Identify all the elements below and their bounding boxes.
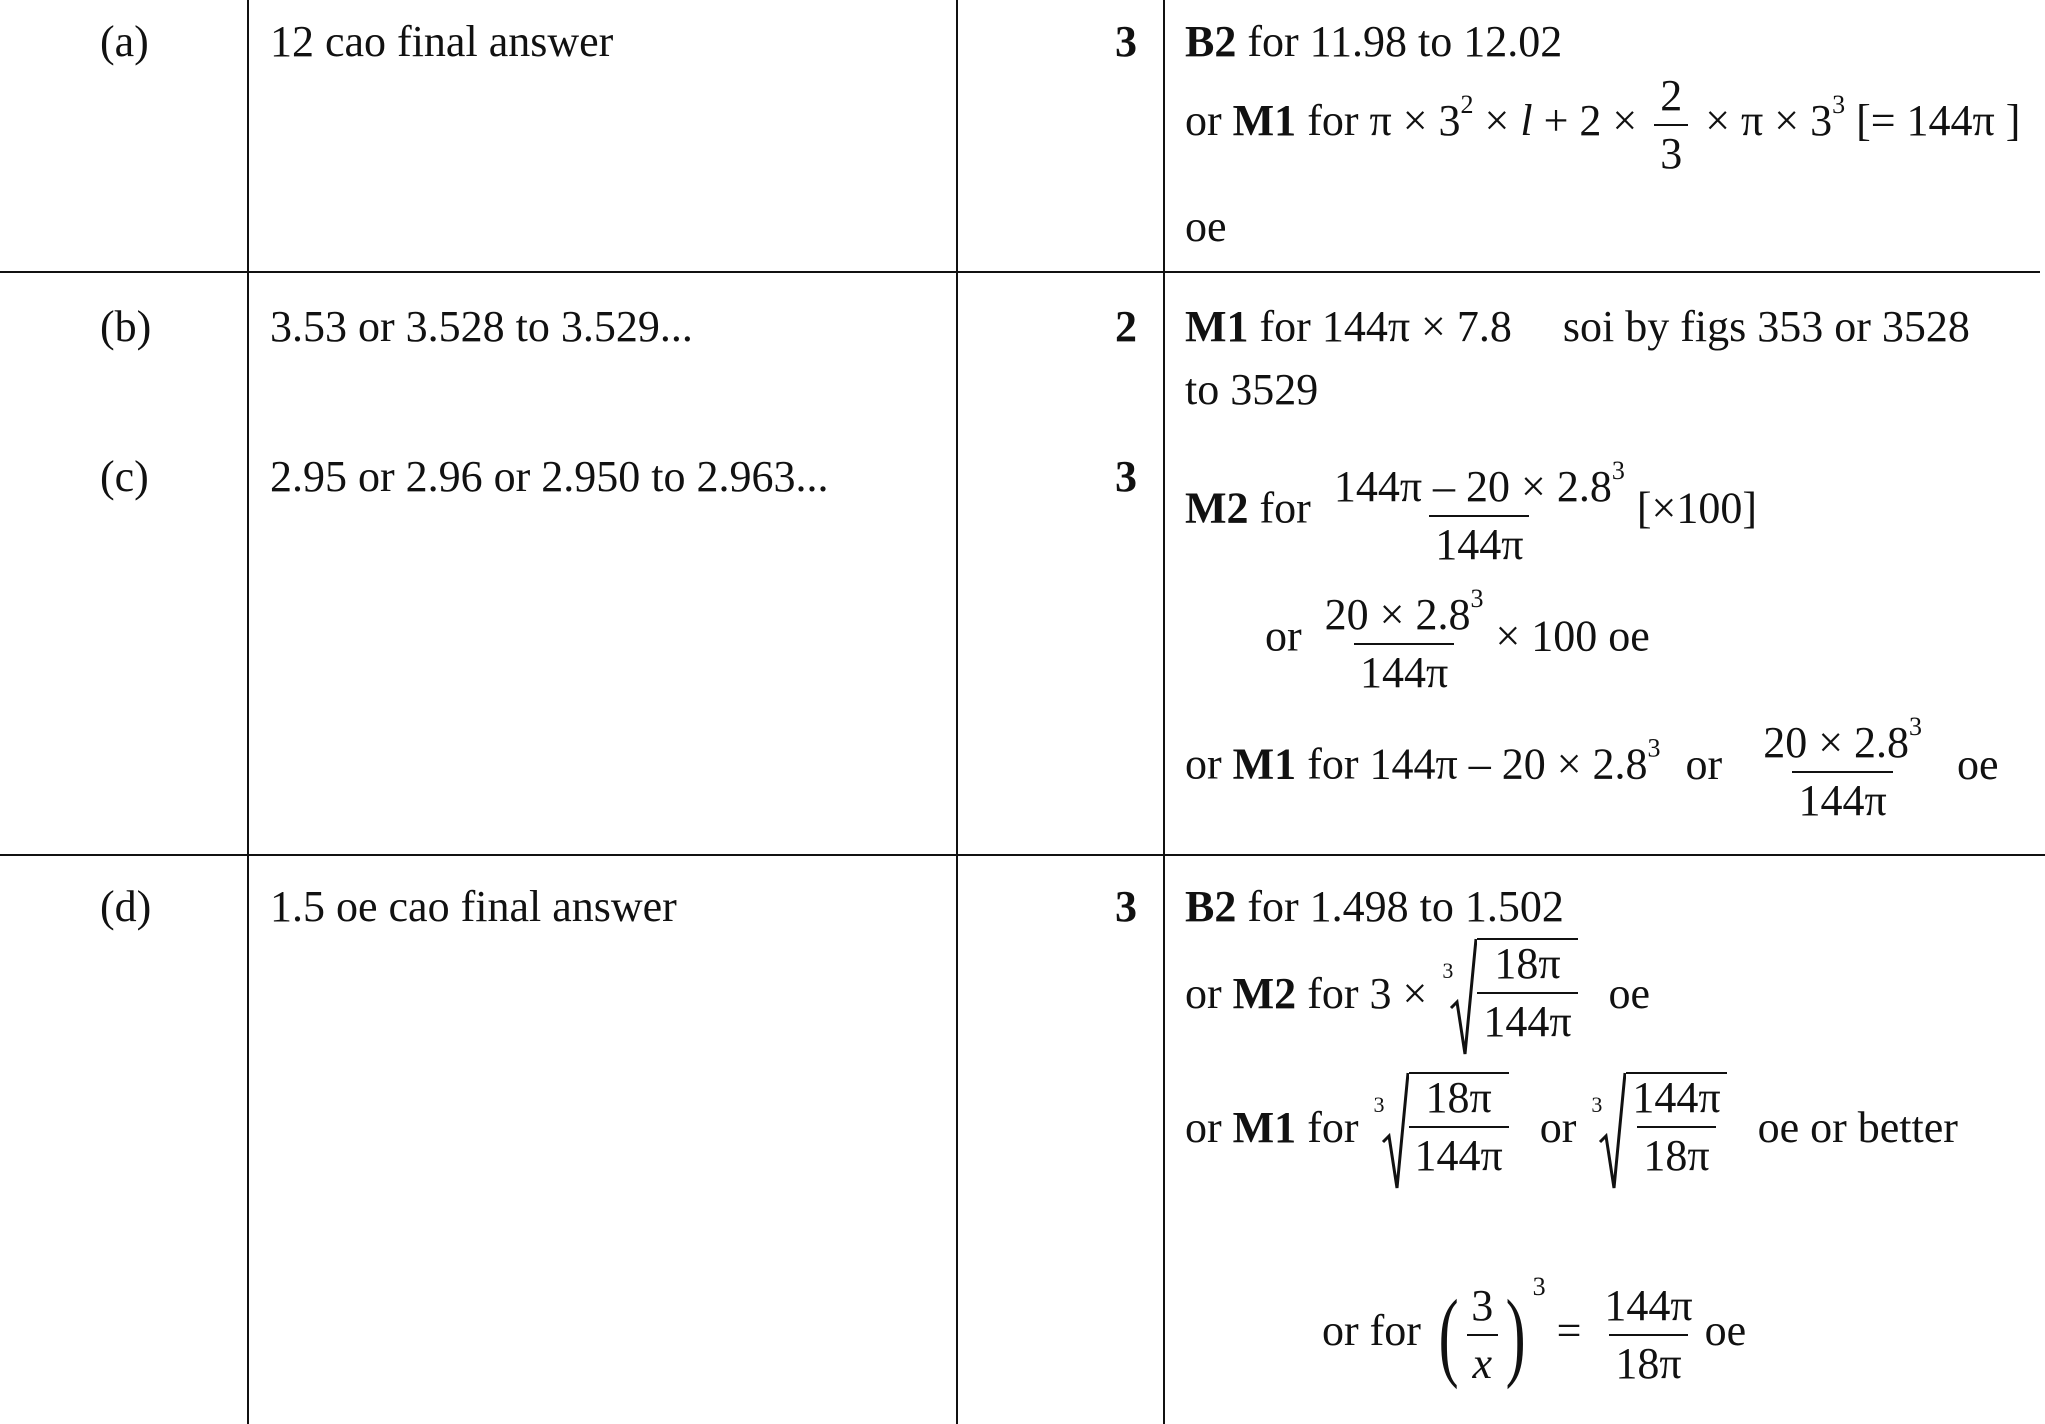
guidance-m2: M2 for $\frac{144\pi - 20 \times 2.8^3}{144\pi}$ [×100] <box>1185 456 1757 569</box>
fraction: $\frac{2}{3}$ <box>1654 74 1688 176</box>
guidance-last: or for ( $\frac{3}{x}$ ) $^3$ = $\frac{144\pi}{18\pi}$ oe <box>1322 1272 1747 1390</box>
part-label: (d) <box>100 882 152 931</box>
mark-value: 3 <box>1115 452 1137 501</box>
fraction: $\frac{144\pi}{18\pi}$ <box>1604 1280 1693 1388</box>
radical-sign-icon <box>1449 938 1477 1058</box>
guidance-line-2: or M1 for $\pi \times 3^2 \times l + 2$ × $\frac{2}{3}$ × $\pi \times 3^3$ [= 144π ] <box>1185 71 2021 178</box>
answer-text: 3.53 or 3.528 to 3.529... <box>270 302 693 351</box>
guidance-m1: or M1 for 3 $\frac{18\pi}{144\pi}$ or 3 $\frac{144\pi}{18\pi}$ oe or better <box>1185 1072 1958 1192</box>
part-label: (c) <box>100 452 149 501</box>
part-label: (a) <box>100 17 149 66</box>
cube-root: 3 $\frac{18\pi}{144\pi}$ <box>1374 1072 1509 1192</box>
answer-text: 2.95 or 2.96 or 2.950 to 2.963... <box>270 452 829 501</box>
radical-sign-icon <box>1381 1072 1409 1192</box>
answer-text: 1.5 oe cao final answer <box>270 882 677 931</box>
cube-root: 3 $\frac{144\pi}{18\pi}$ <box>1591 1072 1726 1192</box>
radical-sign-icon <box>1598 1072 1626 1192</box>
guidance-or-alt: or $\frac{20 \times 2.8^3}{144\pi}$ × 100 oe <box>1265 584 1650 697</box>
guidance-line-2: to 3529 <box>1185 365 1319 414</box>
guidance-line-1: M1 for 144π × 7.8 soi by figs 353 or 3528 <box>1185 302 1970 351</box>
guidance-line-1: B2 for 1.498 to 1.502 <box>1185 882 1564 931</box>
guidance-m2: or M2 for 3 × 3 $\frac{18\pi}{144\pi}$ oe <box>1185 938 1650 1058</box>
col-divider-3 <box>1163 0 1165 1424</box>
fraction: $\frac{144\pi - 20 \times 2.8^3}{144\pi}$ <box>1333 456 1625 569</box>
fraction: $\frac{20 \times 2.8^3}{144\pi}$ <box>1324 584 1484 697</box>
fraction: $\frac{20 \times 2.8^3}{144\pi}$ <box>1763 712 1923 825</box>
guidance-line-1: B2 for 11.98 to 12.02 <box>1185 17 1563 66</box>
mark-value: 3 <box>1115 882 1137 931</box>
col-divider-2 <box>956 0 958 1424</box>
row-divider-1 <box>0 271 2040 273</box>
parenthesised-fraction: ( $\frac{3}{x}$ ) <box>1438 1278 1526 1390</box>
col-divider-1 <box>247 0 249 1424</box>
guidance-line-3: oe <box>1185 202 1227 251</box>
guidance-m1: or M1 for $144\pi - 20 \times 2.8^3$ or $\frac{20 \times 2.8^3}{144\pi}$ oe <box>1185 712 1999 825</box>
mark-value: 3 <box>1115 17 1137 66</box>
part-label: (b) <box>100 302 152 351</box>
answer-text: 12 cao final answer <box>270 17 614 66</box>
row-divider-2 <box>0 854 2045 856</box>
mark-value: 2 <box>1115 302 1137 351</box>
cube-root: 3 $\frac{18\pi}{144\pi}$ <box>1442 938 1577 1058</box>
